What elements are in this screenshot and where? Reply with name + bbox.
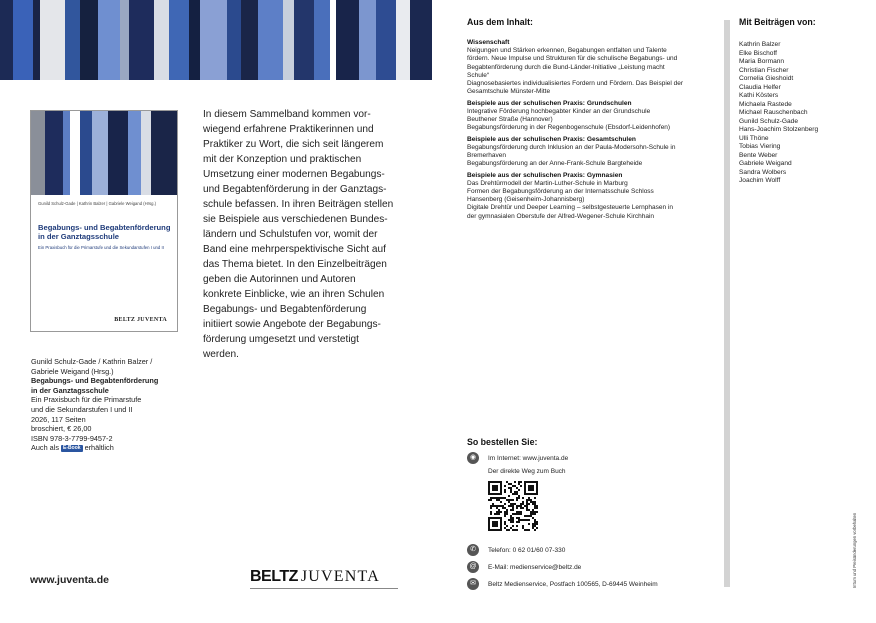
description-line: mit der Konzeption und praktischen xyxy=(203,154,362,165)
description-line: geben die Autorinnen und Autoren xyxy=(203,274,356,285)
description-line: sie Beispiele aus verschiedenen Bundes- xyxy=(203,214,388,225)
description-line: Band eine mehrperspektivische Sicht auf xyxy=(203,244,386,255)
contents-line: Integrative Förderung hochbegabter Kinder an der Grundschule xyxy=(467,107,651,115)
legal-note: Irrtum und Preisänderungen vorbehalten xyxy=(852,512,857,588)
stripe xyxy=(13,0,33,80)
contents-line: fördern. Neue Impulse und Strukturen für die schulische Begabungs- und xyxy=(467,55,678,63)
stripe xyxy=(31,111,45,195)
contents-line: Begabungsförderung an der Anne-Frank-Schule Bargteheide xyxy=(467,160,643,168)
description-line: Begabungs- und Begabtenförderung xyxy=(203,304,367,315)
stripe xyxy=(258,0,283,80)
contributor-name: Elke Bischoff xyxy=(739,49,777,57)
stripe xyxy=(40,0,65,80)
contributor-name: Bente Weber xyxy=(739,151,778,159)
book-details xyxy=(31,357,201,453)
contributor-name: Hans-Joachim Stolzenberg xyxy=(739,126,819,133)
column-divider xyxy=(724,20,730,587)
description-line: Praktiker zu Wort, die sich seit längerem xyxy=(203,139,384,150)
order-phone xyxy=(467,544,565,556)
contents-section-title: Beispiele aus der schulischen Praxis: Gesamtschulen xyxy=(467,135,636,143)
details-subtitle: und die Sekundarstufen I und II xyxy=(31,404,133,414)
contents-line: Beuthener Straße (Hannover) xyxy=(467,116,553,124)
details-subtitle: Ein Praxisbuch für die Primarstufe xyxy=(31,395,142,405)
stripe xyxy=(70,111,80,195)
stripe xyxy=(108,111,128,195)
contents-line: Diagnosebasiertes individualisiertes Fordern und Fördern. Das Beispiel der xyxy=(467,80,684,88)
stripe xyxy=(98,0,120,80)
contents-line: Das Drehtürmodell der Martin-Luther-Schule in Marburg xyxy=(467,179,628,187)
stripe xyxy=(359,0,377,80)
stripe xyxy=(63,111,71,195)
globe-icon: ◉ xyxy=(467,452,479,464)
publisher-logo xyxy=(250,568,398,590)
contributor-name: Kathi Kösters xyxy=(739,92,779,99)
ebook-prefix: Auch als xyxy=(31,443,59,453)
order-internet-text[interactable]: Im Internet: www.juventa.de xyxy=(488,454,569,462)
description-line: werden. xyxy=(203,349,239,360)
contributor-name: Kathrin Balzer xyxy=(739,41,781,48)
details-editors: Gabriele Weigand (Hrsg.) xyxy=(31,366,114,376)
stripe xyxy=(141,111,151,195)
contents-section-title: Beispiele aus der schulischen Praxis: Grundschulen xyxy=(467,99,632,107)
stripe xyxy=(169,0,189,80)
stripe xyxy=(45,111,63,195)
stripe xyxy=(227,0,240,80)
details-pages: 2026, 117 Seiten xyxy=(31,414,86,424)
cover-publisher-logo: BELTZ JUVENTA xyxy=(114,317,167,323)
ebook-badge: E-Book xyxy=(63,445,81,452)
contributor-name: Ulli Thöne xyxy=(739,134,769,142)
order-heading: So bestellen Sie: xyxy=(467,437,538,447)
stripe xyxy=(80,0,98,80)
stripe xyxy=(189,0,200,80)
contents-section xyxy=(467,136,719,169)
contents-line: Bremerhaven xyxy=(467,151,507,159)
stripe xyxy=(283,0,294,80)
banner-stripes xyxy=(0,0,432,80)
description-line: konkrete Einblicke, wie an ihren Schulen xyxy=(203,289,385,300)
stripe xyxy=(154,0,170,80)
contents-line: Formen der Begabungsförderung an der Internatsschule Schloss xyxy=(467,187,654,195)
description-line: initiiert sowie Angebote der Begabungs- xyxy=(203,319,381,330)
contents-line: Begabungsförderung durch Inklusion an der Paula-Modersohn-Schule in xyxy=(467,143,676,151)
contents-line: Neigungen und Stärken erkennen, Begabungen entfalten und Talente xyxy=(467,47,667,54)
contributor-name: Cornelia Gieshoidt xyxy=(739,75,794,82)
ebook-suffix: erhältlich xyxy=(84,443,114,453)
contents-section-title: Wissenschaft xyxy=(467,39,510,46)
details-ebook xyxy=(31,443,201,453)
contents-line: Schule“ xyxy=(467,71,490,79)
mailbox-icon: ✉ xyxy=(467,578,479,590)
contents-line: Begabungsförderung in der Regenbogenschule (Ebsdorf-Leidenhofen) xyxy=(467,124,671,132)
order-direct-note: Der direkte Weg zum Buch xyxy=(488,468,566,475)
stripe xyxy=(33,0,40,80)
contributors-heading: Mit Beiträgen von: xyxy=(739,17,816,27)
stripe xyxy=(410,0,432,80)
contents-section xyxy=(467,100,719,133)
cover-subtitle: Ein Praxisbuch für die Primarstufe und die Sekundarstufen I und II xyxy=(38,245,164,250)
description-line: In diesem Sammelband kommen vor- xyxy=(203,109,371,120)
description-line: das Thema bietet. In den Einzelbeiträgen xyxy=(203,259,387,270)
contributor-name: Sandra Wolbers xyxy=(739,168,787,176)
stripe xyxy=(200,0,227,80)
contributor-name: Tobias Viering xyxy=(739,143,781,150)
table-of-contents xyxy=(467,17,719,224)
order-email-text[interactable]: E-Mail: medienservice@beltz.de xyxy=(488,563,582,571)
email-icon: @ xyxy=(467,561,479,573)
contributor-name: Christian Fischer xyxy=(739,66,789,74)
stripe xyxy=(241,0,259,80)
stripe xyxy=(92,111,108,195)
order-post-text: Beltz Medienservice, Postfach 100565, D-69445 Weinheim xyxy=(488,580,658,588)
description-line: und Begabtenförderung in der Ganztags- xyxy=(203,184,387,195)
book-cover xyxy=(30,110,178,332)
contents-section xyxy=(467,172,719,221)
details-isbn: ISBN 978-3-7799-9457-2 xyxy=(31,433,113,443)
order-phone-text[interactable]: Telefon: 0 62 01/60 07-330 xyxy=(488,546,566,554)
contributors-list xyxy=(739,41,859,186)
stripe xyxy=(396,0,409,80)
cover-editors: Gunild Schulz-Gade | Kathrin Balzer | Gabriele Weigand (Hrsg.) xyxy=(38,201,157,206)
logo-rule xyxy=(250,588,398,589)
phone-icon: ✆ xyxy=(467,544,479,556)
contents-line: Gesamtschule Münster-Mitte xyxy=(467,88,551,96)
description-line: ländern und Schulstufen vor, womit der xyxy=(203,229,378,240)
stripe xyxy=(129,0,154,80)
stripe xyxy=(336,0,358,80)
contents-line: der gymnasialen Oberstufe der Alfred-Wegener-Schule Kirchhain xyxy=(467,212,655,220)
description-line: schule befassen. In ihren Beiträgen stellen xyxy=(203,199,394,210)
description-line: förderung umgesetzt und verstetigt xyxy=(203,334,359,345)
contents-line: Digitale Drehtür und Deeper Learning – selbstgesteuerte Lernphasen in xyxy=(467,204,673,212)
stripe xyxy=(128,111,142,195)
contributor-name: Michael Rauschenbach xyxy=(739,109,808,116)
contents-section xyxy=(467,39,719,97)
cover-title: Begabungs- und Begabtenförderung in der Ganztagsschule xyxy=(38,223,171,242)
order-post xyxy=(467,578,658,590)
contributor-name: Michaela Rastede xyxy=(739,100,792,108)
qr-code[interactable] xyxy=(488,481,538,531)
contents-line: Hansenberg (Geisenheim-Johannisberg) xyxy=(467,196,585,204)
book-description xyxy=(203,107,405,362)
details-title: Begabungs- und Begabtenförderung xyxy=(31,376,159,386)
stripe xyxy=(65,0,81,80)
website-link[interactable]: www.juventa.de xyxy=(30,574,109,586)
stripe xyxy=(294,0,314,80)
details-price: broschiert, € 26,00 xyxy=(31,424,92,434)
contents-blocks xyxy=(467,39,719,221)
cover-stripes xyxy=(31,111,177,195)
details-editors: Gunild Schulz-Gade / Kathrin Balzer / xyxy=(31,357,153,366)
contents-section-title: Beispiele aus der schulischen Praxis: Gymnasien xyxy=(467,171,623,179)
description-line: wiegend erfahrene Praktikerinnen und xyxy=(203,124,374,135)
stripe xyxy=(376,0,396,80)
description-line: Umsetzung einer modernen Begabungs- xyxy=(203,169,385,180)
details-title: in der Ganztagsschule xyxy=(31,385,109,395)
order-email xyxy=(467,561,581,573)
contents-heading: Aus dem Inhalt: xyxy=(467,17,533,27)
stripe xyxy=(120,0,129,80)
order-internet xyxy=(467,452,568,464)
contributor-name: Joachim Wolff xyxy=(739,177,781,184)
logo-juventa: JUVENTA xyxy=(300,568,380,585)
stripe xyxy=(314,0,330,80)
contributor-name: Maria Bormann xyxy=(739,58,785,65)
stripe xyxy=(80,111,92,195)
contributor-name: Gunild Schulz-Gade xyxy=(739,117,799,125)
stripe xyxy=(0,0,13,80)
logo-beltz: BELTZ xyxy=(250,568,298,585)
contents-line: Begabtenförderung durch die Bund-Länder-Initiative „Leistung macht xyxy=(467,63,665,71)
contributor-name: Gabriele Weigand xyxy=(739,160,792,167)
stripe xyxy=(151,111,177,195)
contributor-name: Claudia Helfer xyxy=(739,83,781,91)
stripe xyxy=(330,0,337,80)
